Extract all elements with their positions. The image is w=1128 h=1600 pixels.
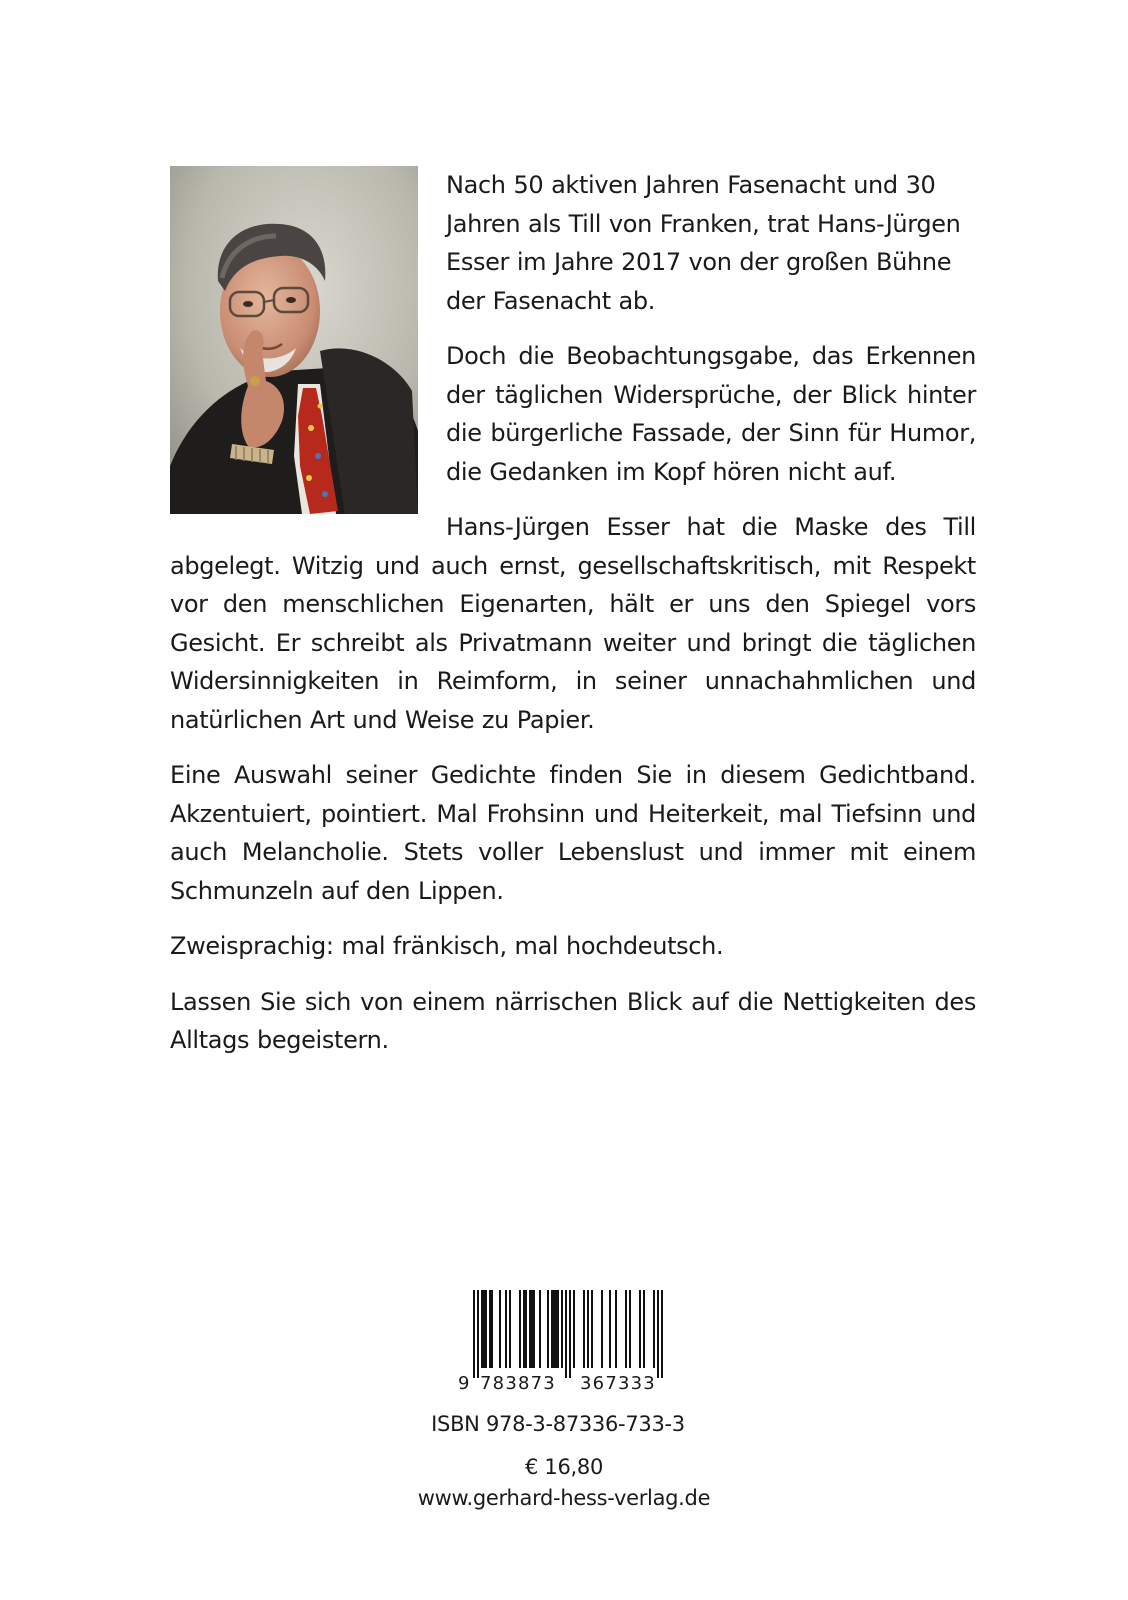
barcode-first-digit: 9 xyxy=(458,1373,470,1394)
barcode-bar xyxy=(473,1290,475,1378)
barcode-bar xyxy=(489,1290,491,1368)
barcode-bar xyxy=(639,1290,641,1368)
barcode-bar xyxy=(519,1290,521,1368)
barcode-bar xyxy=(477,1290,479,1378)
price-text: € 16,80 xyxy=(524,1455,604,1479)
paragraph-5: Zweisprachig: mal fränkisch, mal hochdeutsch. xyxy=(170,932,724,960)
barcode-bar xyxy=(533,1290,535,1368)
barcode-bar xyxy=(491,1290,493,1368)
barcode-bar xyxy=(483,1290,485,1368)
paragraph-3: Hans-Jürgen Esser hat die Maske des Till abgelegt. Witzig und auch ernst, gesellschaftskritisch, mit Respekt vor den menschlichen Eigenarten, hält er uns den Spiegel vors Gesicht. Er schreibt als Privatmann weiter und bringt die täglichen Widersinnigkeiten in Reimform, in seiner unnachahmlichen und natürlichen Art und Weise zu Papier. xyxy=(170,513,976,734)
barcode-left-group: 783873 xyxy=(480,1373,556,1394)
paragraph-6: Lassen Sie sich von einem närrischen Blick auf die Nettigkeiten des Alltags begeistern. xyxy=(170,987,976,1054)
barcode-bar xyxy=(653,1290,655,1368)
barcode-bar xyxy=(625,1290,627,1368)
barcode-bar xyxy=(569,1290,571,1378)
barcode-bar xyxy=(573,1290,575,1368)
barcode-bar xyxy=(661,1290,663,1378)
website-url[interactable]: www.gerhard-hess-verlag.de xyxy=(417,1486,711,1510)
barcode-bar xyxy=(553,1290,555,1368)
barcode-bar xyxy=(529,1290,531,1368)
paragraph-4: Eine Auswahl seiner Gedichte finden Sie in diesem Gedichtband. Akzentuiert, pointiert. Mal Frohsinn und Heiterkeit, mal Tiefsinn und auch Melancholie. Stets voller Lebenslust und immer mit einem Schmunzeln auf den Lippen. xyxy=(170,761,976,905)
isbn-text: ISBN 978-3-87336-733-3 xyxy=(431,1412,685,1436)
barcode-bar xyxy=(565,1290,567,1378)
author-photo xyxy=(170,166,418,514)
barcode-bar xyxy=(629,1290,631,1368)
barcode-bar xyxy=(525,1290,527,1368)
barcode-bar xyxy=(509,1290,511,1368)
barcode-bar xyxy=(591,1290,593,1368)
barcode-bar xyxy=(601,1290,603,1368)
paragraph-2: Doch die Beobachtungsgabe, das Erkennen der täglichen Widersprüche, der Blick hinter die bürgerliche Fassade, der Sinn für Humor, die Gedanken im Kopf hören nicht auf. xyxy=(446,342,976,486)
barcode-bar xyxy=(555,1290,557,1368)
barcode-bar xyxy=(615,1290,617,1368)
barcode-bar xyxy=(539,1290,541,1368)
barcode-bar xyxy=(505,1290,507,1368)
isbn-barcode xyxy=(456,1290,696,1400)
barcode-right-group: 367333 xyxy=(580,1373,656,1394)
barcode-bar xyxy=(523,1290,525,1368)
barcode-bar xyxy=(531,1290,533,1368)
barcode-bar xyxy=(643,1290,645,1368)
barcode-bar xyxy=(551,1290,553,1368)
barcode-bar xyxy=(587,1290,589,1368)
barcode-bar xyxy=(561,1290,563,1368)
barcode-bar xyxy=(499,1290,501,1368)
barcode-bar xyxy=(557,1290,559,1368)
back-cover-text xyxy=(170,166,976,1077)
barcode-bar xyxy=(547,1290,549,1368)
barcode-bar xyxy=(583,1290,585,1368)
barcode-bar xyxy=(657,1290,659,1378)
barcode-bar xyxy=(609,1290,611,1368)
barcode-bar xyxy=(481,1290,483,1368)
barcode-graphic xyxy=(456,1290,696,1400)
barcode-bar xyxy=(485,1290,487,1368)
paragraph-1: Nach 50 aktiven Jahren Fasenacht und 30 Jahren als Till von Franken, trat Hans-Jürgen Esser im Jahre 2017 von der großen Bühne der Fasenacht ab. xyxy=(446,171,961,315)
